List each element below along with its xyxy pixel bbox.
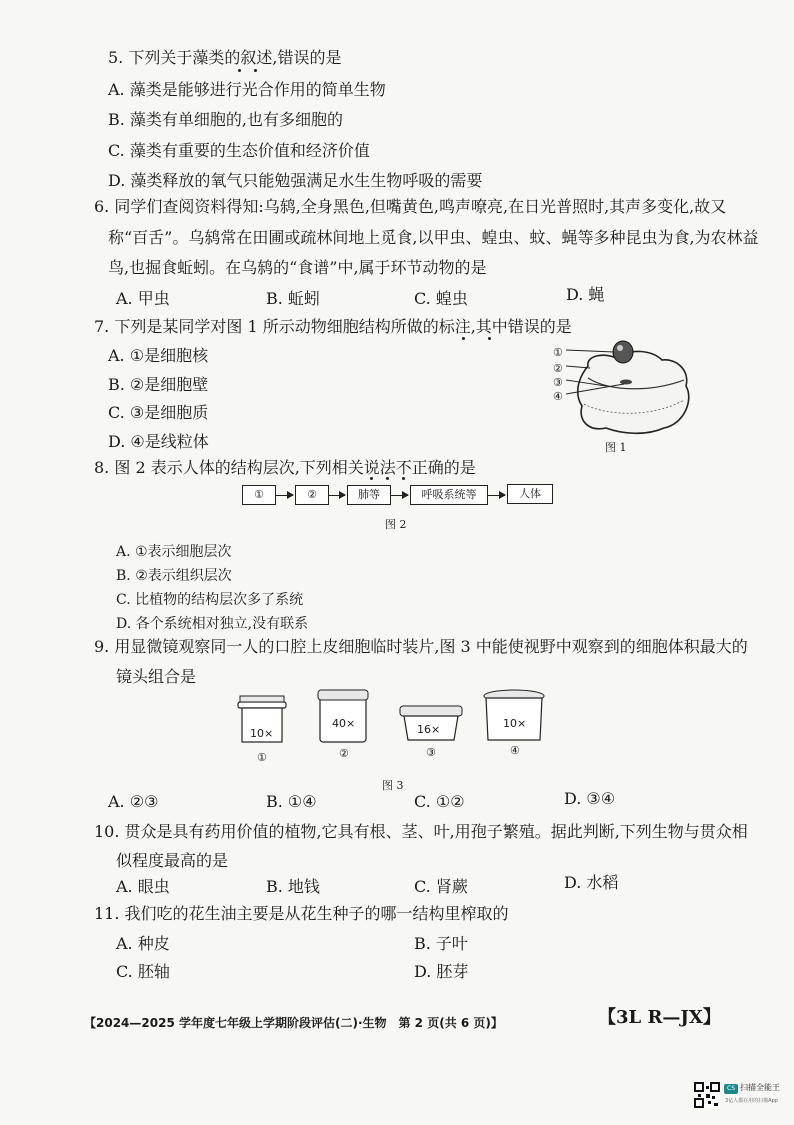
q6-option-d: D. 蝇 xyxy=(566,285,605,304)
q8-option-b: B. ②表示组织层次 xyxy=(116,568,232,584)
scanner-logo-icon: CS xyxy=(724,1084,738,1094)
q5-stem: 5. 下列关于藻类的叙述,错误的是 xyxy=(108,48,342,67)
q6-option-b: B. 蚯蚓 xyxy=(266,289,320,308)
q5-option-b: B. 藻类有单细胞的,也有多细胞的 xyxy=(108,110,344,129)
q8-option-d: D. 各个系统相对独立,没有联系 xyxy=(116,616,309,632)
flow-box-2: ② xyxy=(295,485,329,505)
q10-option-d: D. 水稻 xyxy=(564,873,619,892)
q9-option-d: D. ③④ xyxy=(564,789,616,808)
q7-option-d: D. ④是线粒体 xyxy=(108,432,209,451)
paper-code: 【3L R—JX】 xyxy=(598,1007,721,1028)
q9-option-c: C. ①② xyxy=(414,792,465,811)
flow-box-3: 肺等 xyxy=(347,485,391,505)
lens-3-num: ③ xyxy=(426,746,436,759)
figure2-caption: 图 2 xyxy=(385,518,407,531)
q11-option-c: C. 胚轴 xyxy=(116,962,170,981)
emphasis-dot xyxy=(370,477,373,480)
q5-option-d: D. 藻类释放的氧气只能勉强满足水生生物呼吸的需要 xyxy=(108,171,483,190)
q6-stem-line2: 称“百舌”。乌鸫常在田圃或疏林间地上觅食,以甲虫、蝗虫、蚊、蝇等多种昆虫为食,为农林益 xyxy=(108,228,759,247)
q11-option-d: D. 胚芽 xyxy=(414,962,469,981)
q11-option-a: A. 种皮 xyxy=(116,934,170,953)
lens-4-mag: 10× xyxy=(503,717,527,730)
emphasis-dot xyxy=(238,69,241,72)
q6-option-a: A. 甲虫 xyxy=(116,289,170,308)
q7-option-a: A. ①是细胞核 xyxy=(108,346,209,365)
q11-option-b: B. 子叶 xyxy=(414,934,468,953)
lens-4-num: ④ xyxy=(510,744,520,757)
q8-stem: 8. 图 2 表示人体的结构层次,下列相关说法不正确的是 xyxy=(94,458,476,477)
animal-cell-figure xyxy=(548,338,698,438)
lens-3-mag: 16× xyxy=(417,723,441,736)
flow-arrow xyxy=(276,495,293,496)
q9-option-a: A. ②③ xyxy=(108,792,159,811)
emphasis-dot xyxy=(402,477,405,480)
q10-option-b: B. 地钱 xyxy=(266,877,320,896)
flow-box-1: ① xyxy=(242,485,276,505)
scanner-tagline: 3亿人都在用的扫描App xyxy=(725,1098,778,1104)
q7-option-c: C. ③是细胞质 xyxy=(108,403,209,422)
emphasis-dot xyxy=(488,337,491,340)
cell-label-3: ③ xyxy=(553,376,563,389)
emphasis-dot xyxy=(386,477,389,480)
page-footer: 【2024—2025 学年度七年级上学期阶段评估(二)·生物 第 2 页(共 6 页)】 xyxy=(84,1016,503,1030)
flow-arrow xyxy=(391,495,408,496)
cell-label-4: ④ xyxy=(553,390,563,403)
emphasis-dot xyxy=(254,69,257,72)
cell-label-1: ① xyxy=(553,346,563,359)
q10-option-c: C. 肾蕨 xyxy=(414,877,468,896)
lens-1-mag: 10× xyxy=(250,727,274,740)
scanner-app-name: 扫描全能王 xyxy=(740,1083,780,1092)
q6-option-c: C. 蝗虫 xyxy=(414,289,468,308)
q10-stem-line2: 似程度最高的是 xyxy=(116,851,229,870)
q9-stem-line2: 镜头组合是 xyxy=(116,667,197,686)
flow-box-5: 人体 xyxy=(507,484,553,504)
emphasis-dot xyxy=(462,337,465,340)
cell-label-2: ② xyxy=(553,362,563,375)
figure3-caption: 图 3 xyxy=(382,779,404,792)
q7-option-b: B. ②是细胞壁 xyxy=(108,375,209,394)
lens-2-num: ② xyxy=(339,747,349,760)
lens-2-mag: 40× xyxy=(332,717,356,730)
flow-arrow xyxy=(329,495,345,496)
q10-stem-line1: 10. 贯众是具有药用价值的植物,它具有根、茎、叶,用孢子繁殖。据此判断,下列生物与贯众相 xyxy=(94,822,748,841)
flow-box-4: 呼吸系统等 xyxy=(410,485,488,505)
q8-option-c: C. 比植物的结构层次多了系统 xyxy=(116,592,304,608)
figure1-caption: 图 1 xyxy=(605,441,627,454)
q8-option-a: A. ①表示细胞层次 xyxy=(116,544,232,560)
q10-option-a: A. 眼虫 xyxy=(116,877,170,896)
q11-stem: 11. 我们吃的花生油主要是从花生种子的哪一结构里榨取的 xyxy=(94,904,509,923)
qr-code-icon xyxy=(694,1082,720,1108)
q6-stem-line3: 鸟,也掘食蚯蚓。在乌鸫的“食谱”中,属于环节动物的是 xyxy=(108,258,487,277)
lens-1-num: ① xyxy=(257,751,267,764)
q6-stem-line1: 6. 同学们查阅资料得知:乌鸫,全身黑色,但嘴黄色,鸣声嘹亮,在日光普照时,其声多变化,故又 xyxy=(94,197,727,216)
flow-arrow xyxy=(488,495,505,496)
q5-option-a: A. 藻类是能够进行光合作用的简单生物 xyxy=(108,80,386,99)
q7-stem: 7. 下列是某同学对图 1 所示动物细胞结构所做的标注,其中错误的是 xyxy=(94,317,572,336)
q9-option-b: B. ①④ xyxy=(266,792,317,811)
q5-option-c: C. 藻类有重要的生态价值和经济价值 xyxy=(108,141,370,160)
q9-stem-line1: 9. 用显微镜观察同一人的口腔上皮细胞临时装片,图 3 中能使视野中观察到的细胞体积最大的 xyxy=(94,637,748,656)
